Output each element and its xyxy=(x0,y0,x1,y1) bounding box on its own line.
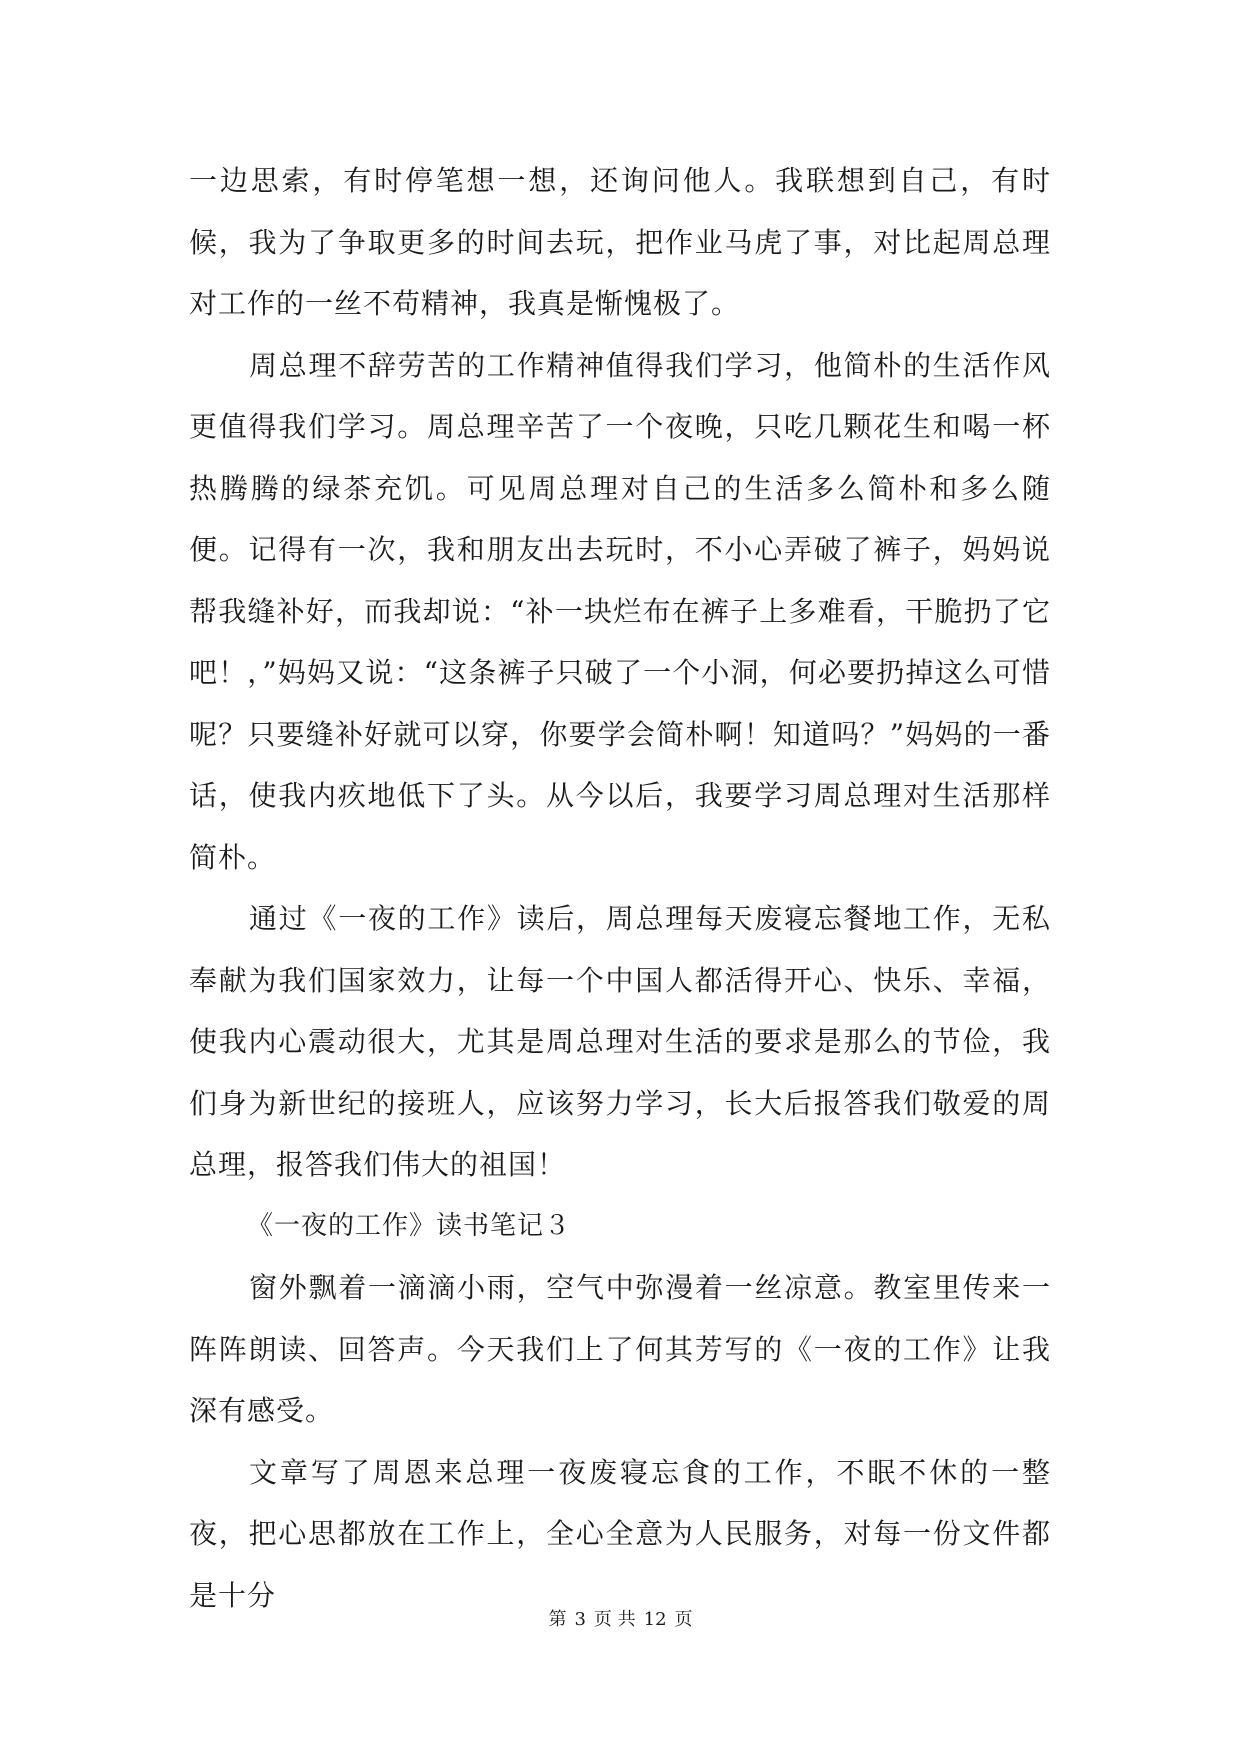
page-content xyxy=(189,150,1051,1626)
paragraph-5: 文章写了周恩来总理一夜废寝忘食的工作，不眠不休的一整夜，把心思都放在工作上，全心全意为人民服务，对每一份文件都是十分 xyxy=(189,1455,1051,1612)
paragraph-4: 窗外飘着一滴滴小雨，空气中弥漫着一丝凉意。教室里传来一阵阵朗读、回答声。今天我们上了何其芳写的《一夜的工作》让我深有感受。 xyxy=(189,1271,1051,1427)
paragraph-1: 一边思索，有时停笔想一想，还询问他人。我联想到自己，有时候，我为了争取更多的时间去玩，把作业马虎了事，对比起周总理对工作的一丝不苟精神，我真是惭愧极了。 xyxy=(189,164,1051,320)
paragraph-2: 周总理不辞劳苦的工作精神值得我们学习，他简朴的生活作风更值得我们学习。周总理辛苦了一个夜晚，只吃几颗花生和喝一杯热腾腾的绿茶充饥。可见周总理对自己的生活多么简朴和多么随便。记得有一次，我和朋友出去玩时，不小心弄破了裤子，妈妈说帮我缝补好，而我却说：“补一块烂布在裤子上多难看，干脆扔了它吧！，”妈妈又说：“这条裤子只破了一个小洞，何必要扔掉这么可惜呢？只要缝补好就可以穿，你要学会简朴啊！知道吗？”妈妈的一番话，使我内疚地低下了头。从今以后，我要学习周总理对生活那样简朴。 xyxy=(189,348,1051,874)
footer-prefix: 第 xyxy=(548,1609,567,1630)
paragraph-3: 通过《一夜的工作》读后，周总理每天废寝忘餐地工作，无私奉献为我们国家效力，让每一个中国人都活得开心、快乐、幸福，使我内心震动很大，尤其是周总理对生活的要求是那么的节俭，我们身为新世纪的接班人，应该努力学习，长大后报答我们敬爱的周总理，报答我们伟大的祖国！ xyxy=(189,902,1051,1181)
footer-page-number: 3 xyxy=(574,1609,586,1630)
footer-middle: 页 共 xyxy=(593,1609,636,1630)
footer-total-pages: 12 xyxy=(643,1609,667,1630)
page-footer xyxy=(0,1608,1241,1632)
footer-suffix: 页 xyxy=(674,1609,693,1630)
section-heading: 《一夜的工作》读书笔记３ xyxy=(247,1210,572,1241)
